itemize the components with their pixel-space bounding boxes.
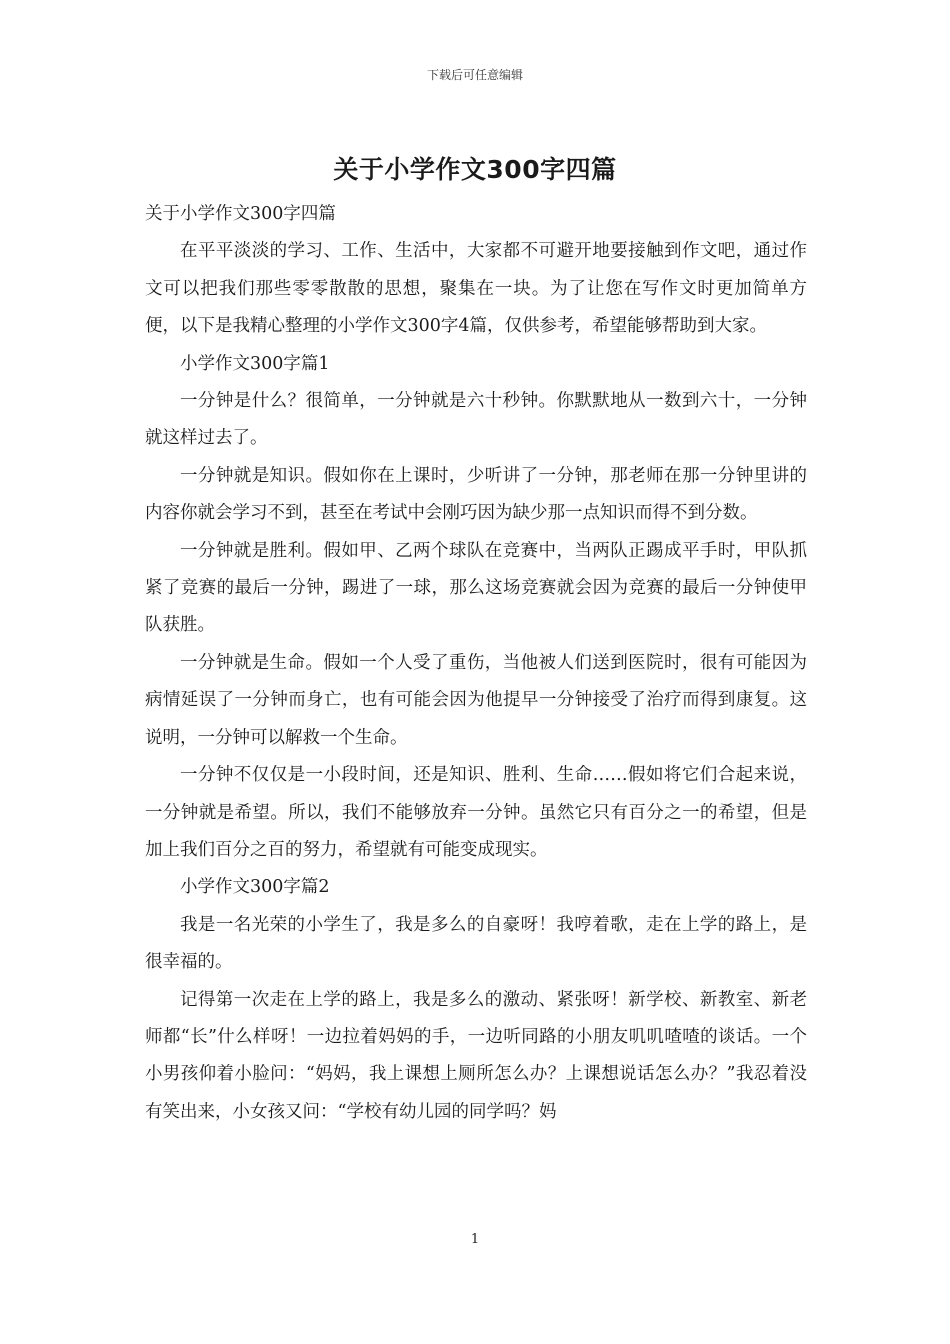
section-heading-2: 小学作文300字篇2 [180, 877, 330, 898]
document-title: 关于小学作文300字四篇 [333, 155, 617, 184]
paragraph: 记得第一次走在上学的路上，我是多么的激动、紧张呀！新学校、新教室、新老师都“长”什么样呀！一边拉着妈妈的手，一边听同路的小朋友叽叽喳喳的谈话。一个小男孩仰着小脸问：“妈妈，我上课想上厕所怎么办？上课想说话怎么办？”我忍着没有笑出来，小女孩又问：“学校有幼儿园的同学吗？妈 [145, 989, 807, 1122]
section-heading-1: 小学作文300字篇1 [180, 353, 330, 374]
page-number: 1 [470, 1232, 480, 1247]
paragraph: 一分钟就是胜利。假如甲、乙两个球队在竞赛中，当两队正踢成平手时，甲队抓紧了竞赛的最后一分钟，踢进了一球，那么这场竞赛就会因为竞赛的最后一分钟使甲队获胜。 [145, 540, 807, 636]
paragraph: 一分钟不仅仅是一小段时间，还是知识、胜利、生命……假如将它们合起来说，一分钟就是希望。所以，我们不能够放弃一分钟。虽然它只有百分之一的希望，但是加上我们百分之百的努力，希望就有可能变成现实。 [145, 765, 807, 860]
paragraph: 一分钟就是知识。假如你在上课时，少听讲了一分钟，那老师在那一分钟里讲的内容你就会学习不到，甚至在考试中会刚巧因为缺少那一点知识而得不到分数。 [145, 465, 807, 524]
intro-paragraph: 在平平淡淡的学习、工作、生活中，大家都不可避开地要接触到作文吧，通过作文可以把我们那些零零散散的思想，聚集在一块。为了让您在写作文时更加简单方便，以下是我精心整理的小学作文300字4篇，仅供参考，希望能够帮助到大家。 [145, 241, 807, 337]
page-header-note: 下载后可任意编辑 [426, 68, 523, 82]
subtitle-line: 关于小学作文300字四篇 [145, 204, 336, 224]
document-body [145, 196, 807, 1131]
paragraph: 一分钟就是生命。假如一个人受了重伤，当他被人们送到医院时，很有可能因为病情延误了一分钟而身亡，也有可能会因为他提早一分钟接受了治疗而得到康复。这说明，一分钟可以解救一个生命。 [145, 652, 807, 748]
paragraph: 一分钟是什么？很简单，一分钟就是六十秒钟。你默默地从一数到六十，一分钟就这样过去了。 [145, 391, 807, 449]
paragraph: 我是一名光荣的小学生了，我是多么的自豪呀！我哼着歌，走在上学的路上，是很幸福的。 [145, 914, 807, 973]
